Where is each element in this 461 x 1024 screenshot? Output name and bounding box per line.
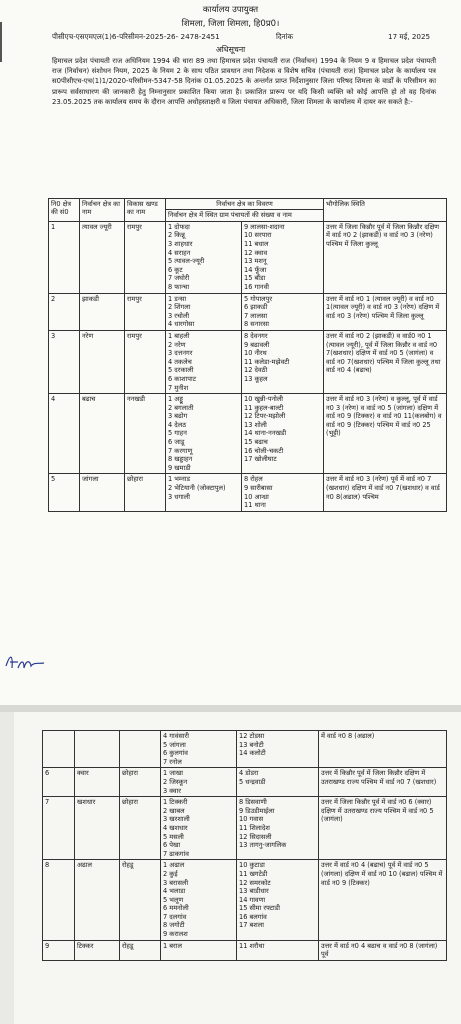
ward-name: त्यावल ज्यूरी [80,221,125,293]
panchayat-item: 4 खशधार [163,823,188,832]
panchayat-list [239,769,316,786]
geographic-position: में वार्ड न0 8 (अढाल) [319,731,447,768]
ward-number: 3 [49,330,80,393]
panchayat-list [168,223,239,292]
panchayat-item: 5 मसली [163,832,184,841]
panchayat-item: 2 किन्नू [168,231,185,240]
panchayat-item: 9 डिउडीमाईला [239,806,275,815]
panchayat-item: 6 जाडू [168,438,185,447]
block-name: छोहारा [125,474,166,511]
ward-name: अढाल [75,860,120,940]
panchayat-list [239,732,316,758]
panchayat-item: 8 डिसवाणी [239,798,267,807]
ward-table-continued [42,730,447,961]
reference-number: पीसीएच-एसएमएल(1)6-परिसीमन-2025-26- 2478-2451 [52,32,220,41]
panchayat-item: 1 अढाल [163,861,185,870]
notice-page-2 [14,712,461,1024]
panchayat-list [168,395,239,472]
table-row [49,293,447,330]
table-row-continued [43,731,447,768]
panchayat-item: 7 जघोरी [168,274,190,283]
ward-number: 6 [43,768,75,797]
panchayat-item: 8 खड्डाहन [168,455,193,464]
office-title: कार्यालय उपायुक्त [202,5,259,15]
panchayat-item: 17 खोलीघाट [244,455,277,464]
panchayat-list [168,295,239,329]
panchayat-cell [166,221,242,293]
panchayat-item: 15 बौंडा [244,274,266,283]
panchayat-cell [161,860,237,940]
panchayat-item: 8 फान्चा [168,282,190,291]
table-row [49,330,447,393]
empty-cell [43,731,75,768]
panchayat-item: 1 अड्डू [168,395,183,404]
panchayat-item: 4 तकलेच [168,357,192,366]
panchayat-cell [166,330,242,393]
panchayat-item: 1 दोफदा [168,222,190,231]
panchayat-item: 3 धगाली [168,492,190,501]
panchayat-list [239,942,316,951]
panchayat-item: 8 सनारसा [244,320,269,329]
ward-number: 1 [49,221,80,293]
panchayat-item: 12 क्वाव [244,248,268,257]
ward-number: 5 [49,474,80,511]
panchayat-item: 6 पेखा [163,841,181,850]
panchayat-item: 2 बगलाती [168,403,194,412]
panchayat-item: 5 भलूण [163,895,184,904]
panchayat-item: 12 टोडसा [239,732,265,740]
panchayat-cell [237,797,319,860]
panchayat-item: 7 मुनीश [168,383,189,392]
panchayat-list [239,861,316,930]
panchayat-item: 6 कूट [168,265,183,274]
panchayat-item: 9 खमाडी [168,463,191,472]
panchayat-cell [161,731,237,768]
panchayat-item: 15 सीमा रफ्टाडी [239,904,280,913]
panchayat-item: 7 ढाकगांव [163,849,189,858]
panchayat-item: 5 दरकाली [168,366,194,375]
table-row [43,940,447,960]
panchayat-item: 13 मशनू [244,257,267,266]
panchayat-cell [237,860,319,940]
geographic-position: उत्तर में वार्ड न0 4 (बढाच) पूर्व में वार्ड न0 5 (जांगला) दक्षिण में वार्ड न0 10 (बढाल) पश्चिम में वार्ड न0 9 (टिक्कर) [319,860,447,940]
panchayat-cell [242,474,324,511]
geographic-position: उत्तर में वार्ड न0 3 (नरेण) पूर्व में वार्ड न0 7 (खशधार) दक्षिण में वार्ड न0 7(खशधार) व वार्ड न0 8(अढाल) पश्चिम [324,474,447,511]
table-row [43,768,447,797]
panchayat-item: 4 भलाडा [163,887,186,896]
panchayat-item: 2 भेटियानी (जोक्टापुल) [168,484,226,493]
panchayat-list [163,861,234,938]
panchayat-cell [237,768,319,797]
panchayat-item: 10 कुटाडा [239,861,265,870]
empty-cell [75,731,120,768]
panchayat-cell [161,768,237,797]
panchayat-item: 9 लालसा-शदाना [244,222,285,231]
panchayat-item: 2 नरेण [168,340,186,349]
panchayat-item: 3 बरासली [163,878,189,887]
panchayat-list [163,732,234,766]
panchayat-cell [237,940,319,960]
panchayat-item: 11 थाना [244,501,266,510]
ward-number: 2 [49,293,80,330]
notice-date: 17 मई, 2025 [388,32,431,41]
col-header-geo: भौगोलिक स्थिति [324,199,447,222]
panchayat-item: 10 सरपारा [244,231,272,240]
panchayat-item: 5 जांगला [163,740,186,749]
panchayat-item: 1 बाहली [168,331,190,340]
table-row [49,221,447,293]
panchayat-item: 6 ममनोली [163,904,189,913]
notice-title: अधिसूचना [215,45,246,54]
office-place: शिमला, जिला शिमला, हि0प्र0। [181,19,280,29]
panchayat-item: 3 खरशाली [163,815,190,824]
panchayat-list [168,475,239,501]
block-name: ननखडी [125,394,166,474]
panchayat-item: 1 भम्नाड [168,475,191,484]
panchayat-item: 16 चोली-चकटी [244,446,284,455]
panchayat-item: 5 त्यावल-ज्यूरी [168,257,205,266]
panchayat-item: 10 नीरथ [244,349,267,358]
panchayat-item: 1 बराल [163,941,182,950]
ward-name: टिक्कर [75,940,120,960]
notice-paragraph: हिमाचल प्रदेश पंचायती राज अधिनियम 1994 की धारा 89 तथा हिमाचल प्रदेश पंचायती राज (निर्वाचन) 1994 के नियम 9 व हिमाचल प्रदेश पंचायती राज (निर्वाचन) संशोधन नियम, 2025 के नियम 2 के साथ पठित प्रावधान तथा निदेशक व विशेष सचिव (पंचायती राज) हिमाचल प्रदेश के कार्यालय पत्र स0पीसीएच-एच(1)1/2020-परिसीमन-5347-58 दिनांक 01.05.2025 के अन्तर्गत प्राप्त निर्देशानुसार जिला परिषद शिमला के वार्डों के परिसीमन का प्रारूप सर्वसाधारण की जानकारी हेतु निम्नानुसार प्रकाशित किया जाता है। प्रकाशित प्रारूप पर यदि किसी व्यक्ति को कोई आपत्ति हो तो वह दिनांक 23.05.2025 तक कार्यालय समय के दौरान आपत्ति अधोहस्ताक्षरी व जिला पंचायत अधिकारी, जिला शिमला के कार्यालय में दायर कर सकते है:- [52,57,436,106]
panchayat-item: 7 करगाणू [168,446,193,455]
block-name: रामपुर [125,293,166,330]
panchayat-item: 5 गोपालपुर [244,294,273,303]
ward-name: बढाच [80,394,125,474]
panchayat-item: 14 कलोटी [239,749,266,758]
panchayat-item: 9 बढावली [244,340,270,349]
panchayat-cell [161,940,237,960]
col-header-name: निर्वाचन क्षेत्र का नाम [80,199,125,222]
panchayat-item: 6 कुलगांव [163,749,188,758]
panchayat-item: 1 टिक्करी [163,798,188,807]
ward-number: 7 [43,797,75,860]
panchayat-item: 8 रोहल [244,475,263,484]
panchayat-item: 12 टिपर-मझोली [244,412,286,421]
col-header-panchayats: निर्वाचन क्षेत्र में स्थित ग्राम पंचायतों की संख्या व नाम [166,210,324,221]
panchayat-item: 12 देवठी [244,366,268,375]
table-row [43,860,447,940]
panchayat-list [244,395,321,464]
panchayat-item: 3 बढोग [168,412,188,421]
panchayat-cell [166,474,242,511]
empty-cell [120,731,161,768]
ward-number: 8 [43,860,75,940]
panchayat-item: 6 झाकडी [244,303,268,312]
ward-number: 4 [49,394,80,474]
panchayat-item: 10 गवास [239,815,264,824]
geographic-position: उत्तर में वार्ड न0 1 (त्यावल ज्यूरी) व वार्ड न0 1(त्यावल ज्यूरी) व वार्ड न0 3 (नरेण) दक्षिण में वार्ड न0 3 (नरेण) पश्चिम में जिला कुल्लू [324,293,447,330]
panchayat-item: 4 डोडरा [239,769,259,778]
table-row [49,394,447,474]
geographic-position: उत्तर में जिला किन्नौर पूर्व में जिला किन्नौर दक्षिण में वार्ड न0 2 (झाकडी) व वार्ड न0 3 (नरेण) पश्चिम में जिला कुल्लू [324,221,447,293]
panchayat-item: 14 फूँजा [244,265,267,274]
panchayat-item: 14 गावणा [239,895,266,904]
panchayat-item: 8 देवनगर [244,331,268,340]
panchayat-item: 11 शराैथा [239,941,265,950]
panchayat-list [244,223,321,292]
panchayat-item: 9 करालश [163,930,188,939]
panchayat-cell [242,293,324,330]
table-row [43,797,447,860]
panchayat-list [168,332,239,392]
ward-number: 9 [43,940,75,960]
block-name: छोहारा [120,768,161,797]
geographic-position: उत्तर में किन्नौर पूर्व में जिला किन्नौर दक्षिण में उतराखण्ड राज्य पश्चिम में वार्ड न0 7 (खशधार) [319,768,447,797]
panchayat-item: 12 सिदासली [239,832,272,841]
panchayat-item: 13 बाडीधार [239,887,269,896]
panchayat-item: 15 बढाच [244,438,268,447]
block-name: रोहडू [120,940,161,960]
panchayat-item: 2 शिंगला [168,303,191,312]
panchayat-cell [237,731,319,768]
panchayat-item: 7 दलगांव [163,912,187,921]
geographic-position: उत्तर में वार्ड न0 3 (नरेण) व कुल्लू, पूर्व में वार्ड न0 3 (नरेण) व वार्ड न0 5 (जांगला) दक्षिण में वार्ड न0 9 (टिक्कर) व वार्ड न0 11(कलबोग) व वार्ड न0 9 (टिक्कर) पश्चिम में वार्ड न0 25 (भुट्टी) [324,394,447,474]
panchayat-item: 3 शाहधार [168,240,193,248]
panchayat-list [244,475,321,509]
geographic-position: उत्तर में वार्ड न0 4 बढाच व वार्ड न0 8 (जागंला) पूर्व [319,940,447,960]
block-name: रोहडू [120,860,161,940]
ward-name: नरेण [80,330,125,393]
col-header-group: निर्वाचन क्षेत्र का विवरण [166,199,324,210]
panchayat-item: 8 जगोटी [163,921,185,930]
geographic-position: उत्तर में वार्ड न0 2 (झाकडी) व वार्ड0 न0 1 (त्यावल ज्यूरी), पूर्व में जिला किन्नौर व वार्ड न0 7(खशधार) दक्षिण में वार्ड न0 5 (जागंला) व वार्ड न0 7(खशधार) पश्चिम में जिला कुल्लू तथा वार्ड न0 4 (बढाच) [324,330,447,393]
panchayat-item: 5 गाहन [168,429,187,438]
panchayat-item: 16 गानवी [244,282,269,291]
signature [4,652,46,674]
panchayat-item: 1 डन्सा [168,294,187,303]
panchayat-cell [161,797,237,860]
ward-name: क्वार [75,768,120,797]
panchayat-item: 4 देलठ [168,420,187,429]
panchayat-item: 10 खुन्नी-पनोली [244,395,284,404]
panchayat-list [244,295,321,329]
col-header-block: विकास खण्ड का नाम [125,199,166,222]
panchayat-list [239,798,316,850]
ward-name: जांगला [80,474,125,511]
geographic-position: उत्तर में जिला किन्नौर पूर्व में वार्ड न0 6 (क्वार) दक्षिण में उतराखण्ड राज्य पश्चिम में वार्ड न0 5 (जागंला) [319,797,447,860]
panchayat-item: 17 बशला [239,921,264,930]
panchayat-item: 5 धन्द्रवाडी [239,777,266,786]
panchayat-item: 4 गावंसारी [163,732,189,740]
block-name: रामपुर [125,221,166,293]
panchayat-cell [242,221,324,293]
panchayat-item: 12 समरकोट [239,878,271,887]
ward-table [48,198,447,512]
panchayat-item: 16 बलगांव [239,912,267,921]
panchayat-item: 6 काशापाट [168,374,197,383]
ward-name: झाकडी [80,293,125,330]
panchayat-cell [166,293,242,330]
ward-name: खशधार [75,797,120,860]
panchayat-list [163,798,234,858]
panchayat-cell [242,330,324,393]
panchayat-list [163,942,234,951]
block-name: रामपुर [125,330,166,393]
table-row [49,474,447,511]
panchayat-item: 2 जिस्कून [163,777,188,786]
panchayat-list [163,769,234,795]
panchayat-item: 11 कुहल-बाल्टी [244,403,284,412]
panchayat-item: 4 धारगोसा [168,320,195,329]
panchayat-item: 3 रचोली [168,311,190,320]
panchayat-item: 2 कुई [163,869,178,878]
date-label: दिनांक [276,32,294,41]
panchayat-item: 3 दत्तनगर [168,349,193,358]
panchayat-cell [166,394,242,474]
panchayat-list [244,332,321,384]
panchayat-item: 11 कलेडा-मझेवटी [244,357,290,366]
panchayat-cell [242,394,324,474]
panchayat-item: 11 शिलादेश [239,823,270,832]
panchayat-item: 4 सराहन [168,248,191,257]
panchayat-item: 11 बधाल [244,240,269,248]
panchayat-item: 11 खगटेडी [239,869,268,878]
panchayat-item: 7 लालसा [244,311,268,320]
panchayat-item: 13 तागनु-जागलिक [239,841,287,850]
panchayat-item: 3 क्वार [163,786,181,795]
panchayat-item: 7 रनोल [163,757,182,766]
panchayat-item: 13 बनोटी [239,740,264,749]
panchayat-item: 10 आन्ध्रा [244,492,269,501]
panchayat-item: 13 कूहल [244,374,268,383]
panchayat-item: 1 जाखा [163,769,183,778]
panchayat-item: 13 शोली [244,420,267,429]
col-header-no: नि0 क्षेत्र की सं0 [49,199,80,222]
block-name: छोहारा [120,797,161,860]
panchayat-item: 2 खाबल [163,806,185,815]
page-gap [0,705,461,712]
panchayat-item: 9 सारीबासा [244,484,273,493]
panchayat-item: 14 थाना-ननखडी [244,429,287,438]
